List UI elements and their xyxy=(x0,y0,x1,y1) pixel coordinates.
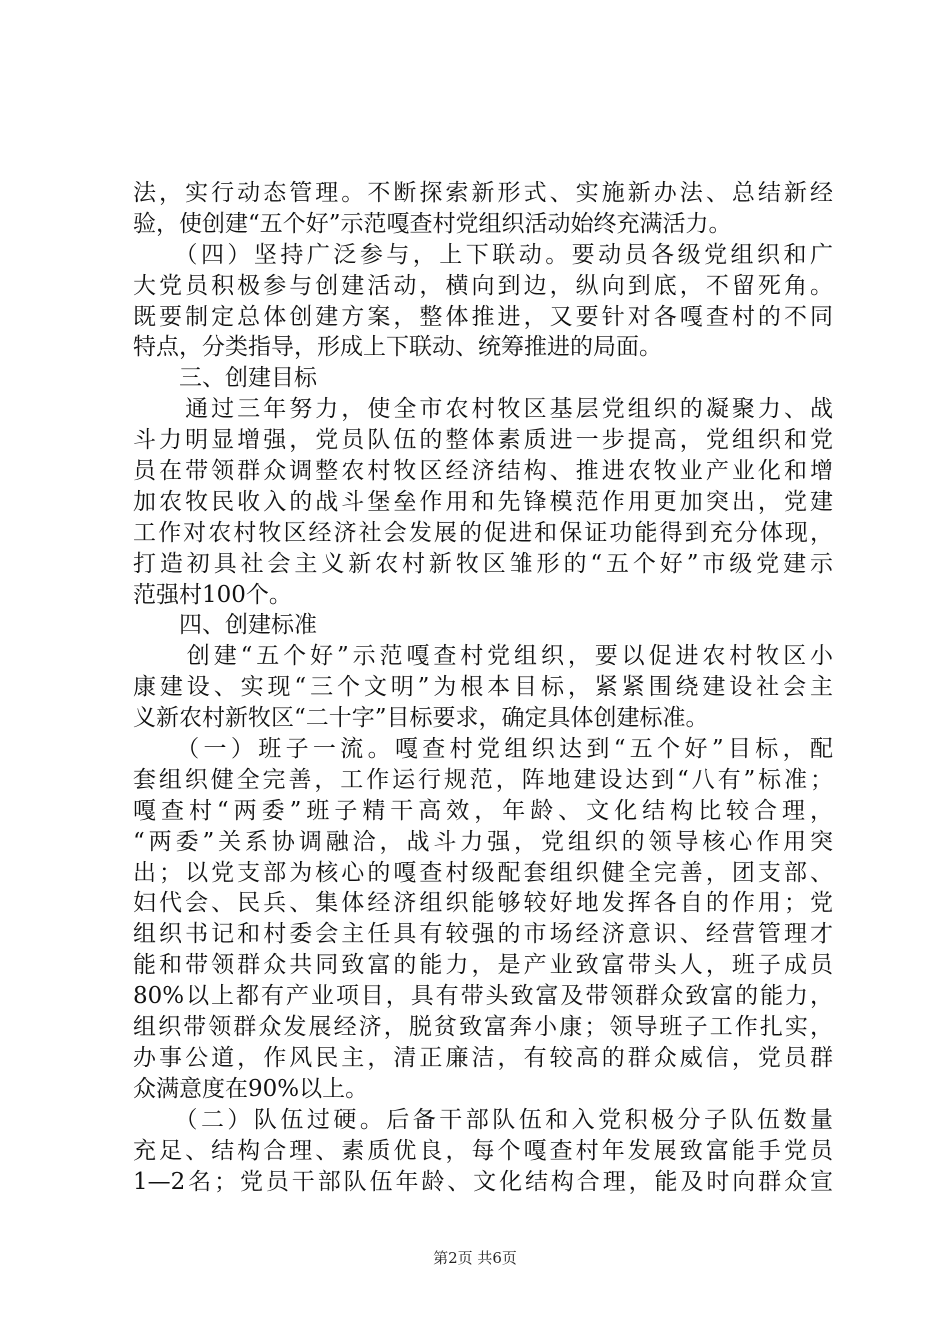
text-line: 打造初具社会主义新农村新牧区雏形的“五个好”市级党建示 xyxy=(133,550,833,577)
text-line: 四、创建标准 xyxy=(133,612,317,639)
text-line: 工作对农村牧区经济社会发展的促进和保证功能得到充分体现， xyxy=(133,519,833,546)
text-line: 嘎查村“两委”班子精干高效，年龄、文化结构比较合理， xyxy=(133,797,833,824)
text-line: 创建“五个好”示范嘎查村党组织，要以促进农村牧区小 xyxy=(133,643,833,670)
text-line: 员在带领群众调整农村牧区经济结构、推进农牧业产业化和增 xyxy=(133,458,833,485)
text-line: （二）队伍过硬。后备干部队伍和入党积极分子队伍数量 xyxy=(133,1106,833,1133)
text-line: 大党员积极参与创建活动，横向到边，纵向到底，不留死角。 xyxy=(133,272,833,299)
text-line: 加农牧民收入的战斗堡垒作用和先锋模范作用更加突出，党建 xyxy=(133,488,833,515)
text-line: 能和带领群众共同致富的能力，是产业致富带头人，班子成员 xyxy=(133,952,833,979)
text-line: 妇代会、民兵、集体经济组织能够较好地发挥各自的作用；党 xyxy=(133,890,833,917)
text-line: 验，使创建“五个好”示范嘎查村党组织活动始终充满活力。 xyxy=(133,210,732,237)
text-line: 特点，分类指导，形成上下联动、统筹推进的局面。 xyxy=(133,334,662,361)
text-line: 既要制定总体创建方案，整体推进，又要针对各嘎查村的不同 xyxy=(133,303,833,330)
text-line: 80%以上都有产业项目，具有带头致富及带领群众致富的能力， xyxy=(133,983,833,1010)
text-line: 义新农村新牧区“二十字”目标要求，确定具体创建标准。 xyxy=(133,705,709,732)
text-line: 组织带领群众发展经济，脱贫致富奔小康；领导班子工作扎实， xyxy=(133,1014,833,1041)
text-line: 套组织健全完善，工作运行规范，阵地建设达到“八有”标准； xyxy=(133,766,833,793)
text-line: 出；以党支部为核心的嘎查村级配套组织健全完善，团支部、 xyxy=(133,859,833,886)
text-line: 办事公道，作风民主，清正廉洁，有较高的群众威信，党员群 xyxy=(133,1044,833,1071)
text-line: 通过三年努力，使全市农村牧区基层党组织的凝聚力、战 xyxy=(133,396,833,423)
document-body xyxy=(133,178,833,1197)
text-line: 范强村100个。 xyxy=(133,581,292,608)
text-line: 1—2名；党员干部队伍年龄、文化结构合理，能及时向群众宣 xyxy=(133,1168,833,1195)
text-line: （四）坚持广泛参与，上下联动。要动员各级党组织和广 xyxy=(133,241,833,268)
page-footer: 第2页 共6页 xyxy=(433,1249,517,1267)
text-line: 组织书记和村委会主任具有较强的市场经济意识、经营管理才 xyxy=(133,921,833,948)
text-line: 三、创建目标 xyxy=(133,365,317,392)
text-line: （一）班子一流。嘎查村党组织达到“五个好”目标，配 xyxy=(133,736,833,763)
text-line: 众满意度在90%以上。 xyxy=(133,1075,369,1102)
text-line: 斗力明显增强，党员队伍的整体素质进一步提高，党组织和党 xyxy=(133,427,833,454)
text-line: 充足、结构合理、素质优良，每个嘎查村年发展致富能手党员 xyxy=(133,1137,833,1164)
text-line: “两委”关系协调融洽，战斗力强，党组织的领导核心作用突 xyxy=(133,828,833,855)
text-line: 康建设、实现“三个文明”为根本目标，紧紧围绕建设社会主 xyxy=(133,674,833,701)
text-line: 法，实行动态管理。不断探索新形式、实施新办法、总结新经 xyxy=(133,180,833,206)
